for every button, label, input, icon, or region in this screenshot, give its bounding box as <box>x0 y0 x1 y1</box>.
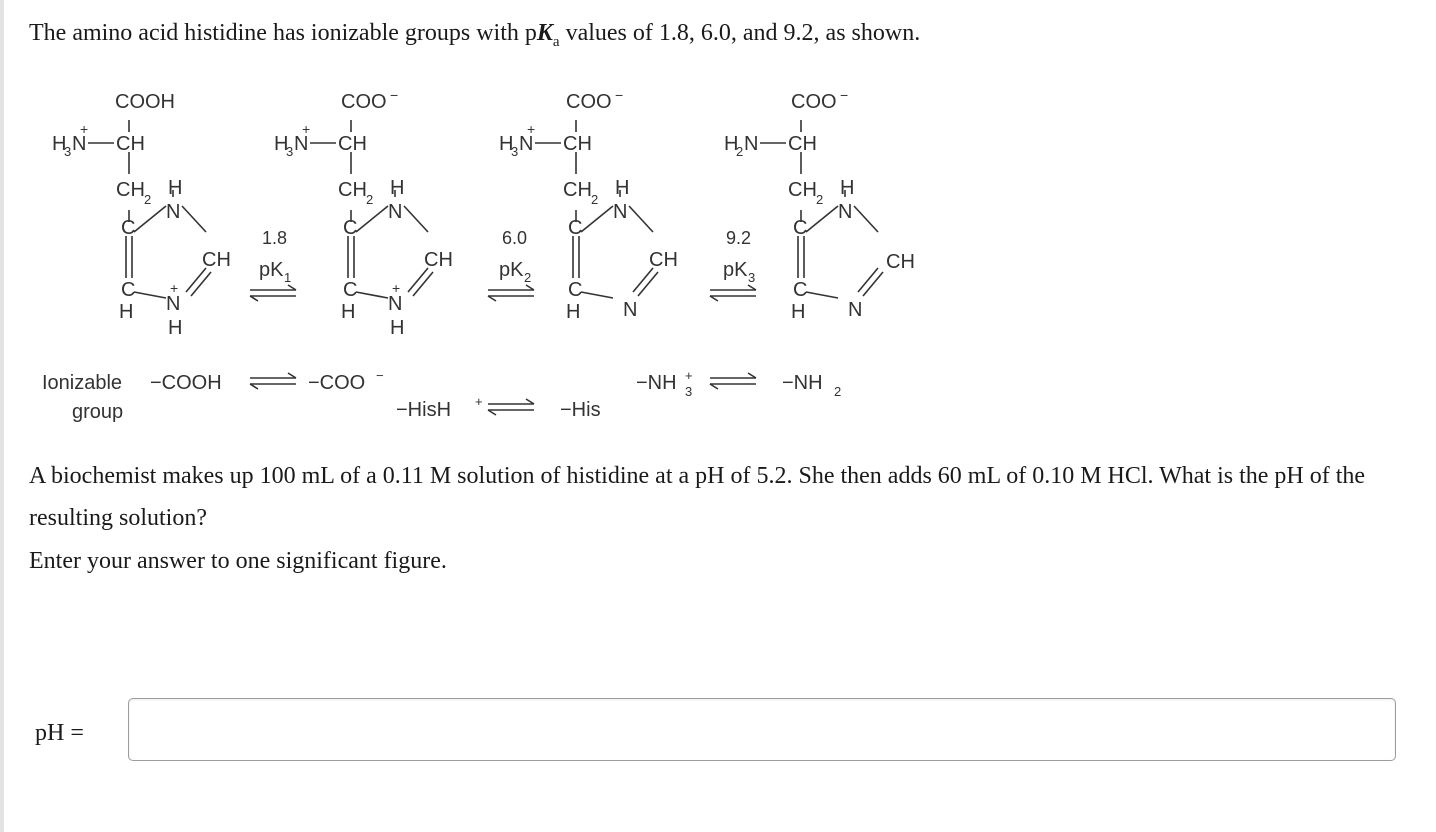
svg-text:−: − <box>840 87 849 103</box>
carboxylate-label: COO <box>341 91 387 113</box>
svg-text:N: N <box>744 133 759 155</box>
svg-text:COO: COO <box>791 91 837 113</box>
svg-text:2: 2 <box>366 192 374 207</box>
histidine-ionization-diagram <box>30 82 930 432</box>
svg-text:2: 2 <box>736 144 744 159</box>
svg-text:H: H <box>615 177 630 199</box>
svg-text:−NH: −NH <box>782 372 823 394</box>
svg-text:H: H <box>274 133 289 155</box>
svg-text:2: 2 <box>524 270 532 285</box>
svg-text:CH: CH <box>788 179 817 201</box>
svg-text:+: + <box>170 280 179 296</box>
svg-text:−COO: −COO <box>308 372 366 394</box>
svg-text:H: H <box>724 133 739 155</box>
svg-text:H: H <box>390 317 405 339</box>
svg-text:CH: CH <box>788 133 817 155</box>
svg-text:C: C <box>568 279 583 301</box>
svg-text:pK: pK <box>723 259 748 281</box>
svg-text:2: 2 <box>834 384 842 399</box>
svg-text:C: C <box>343 279 358 301</box>
svg-text:N: N <box>72 133 87 155</box>
svg-text:3: 3 <box>748 270 756 285</box>
svg-text:N: N <box>294 133 309 155</box>
svg-text:C: C <box>121 217 136 239</box>
svg-text:−COOH: −COOH <box>150 372 222 394</box>
svg-text:1: 1 <box>284 270 292 285</box>
svg-text:H: H <box>341 301 356 323</box>
svg-text:pK: pK <box>499 259 524 281</box>
svg-text:3: 3 <box>511 144 519 159</box>
svg-text:H: H <box>119 301 134 323</box>
svg-text:2: 2 <box>591 192 599 207</box>
svg-text:N: N <box>166 293 181 315</box>
svg-text:N: N <box>519 133 534 155</box>
svg-text:N: N <box>613 201 628 223</box>
svg-text:CH: CH <box>338 179 367 201</box>
carboxyl-label: COOH <box>115 91 175 113</box>
svg-text:CH: CH <box>886 251 915 273</box>
svg-text:+: + <box>392 280 401 296</box>
group-label: group <box>72 401 124 423</box>
svg-text:C: C <box>343 217 358 239</box>
equilibrium-pk1 <box>250 228 296 301</box>
svg-text:N: N <box>388 201 403 223</box>
histidine-form-1 <box>52 91 231 339</box>
svg-text:2: 2 <box>144 192 152 207</box>
question-text: A biochemist makes up 100 mL of a 0.11 M solution of histidine at a pH of 5.2. She then adds 60 mL of 0.10 M HCl. What is the pH of the resulting solution? <box>29 463 1366 531</box>
page-left-border <box>0 0 4 832</box>
histidine-ionization-figure <box>30 82 930 432</box>
equilibrium-arrow-2 <box>488 285 534 301</box>
svg-text:3: 3 <box>286 144 294 159</box>
svg-text:C: C <box>793 279 808 301</box>
svg-text:H: H <box>168 317 183 339</box>
svg-text:N: N <box>848 299 863 321</box>
svg-text:COO: COO <box>566 91 612 113</box>
svg-text:−: − <box>376 368 384 383</box>
histidine-form-3 <box>499 87 678 323</box>
svg-text:−: − <box>390 87 399 103</box>
svg-text:+: + <box>302 121 311 137</box>
svg-text:H: H <box>840 177 855 199</box>
svg-text:3: 3 <box>685 384 693 399</box>
svg-text:C: C <box>793 217 808 239</box>
svg-text:+: + <box>475 394 483 409</box>
instruction-text: Enter your answer to one significant figure. <box>29 548 447 574</box>
ph-answer-input[interactable] <box>128 698 1396 761</box>
pk1-value: 1.8 <box>262 228 288 248</box>
svg-text:CH: CH <box>116 179 145 201</box>
pk3-value: 9.2 <box>726 228 752 248</box>
svg-text:−: − <box>615 87 624 103</box>
svg-text:−HisH: −HisH <box>396 399 452 421</box>
svg-text:N: N <box>838 201 853 223</box>
histidine-form-2 <box>274 87 453 339</box>
svg-text:C: C <box>121 279 136 301</box>
ionizable-label: Ionizable <box>42 372 123 394</box>
svg-text:CH: CH <box>202 249 231 271</box>
pk2-value: 6.0 <box>502 228 528 248</box>
svg-text:C: C <box>568 217 583 239</box>
svg-text:N: N <box>623 299 638 321</box>
svg-text:+: + <box>80 121 89 137</box>
svg-text:pK: pK <box>259 259 284 281</box>
svg-text:H: H <box>791 301 806 323</box>
svg-text:CH: CH <box>424 249 453 271</box>
svg-text:CH: CH <box>338 133 367 155</box>
svg-text:CH: CH <box>563 133 592 155</box>
svg-text:H: H <box>499 133 514 155</box>
svg-text:H: H <box>168 177 183 199</box>
svg-text:−His: −His <box>560 399 601 421</box>
svg-text:H: H <box>390 177 405 199</box>
intro-text: The amino acid histidine has ionizable groups with $pK_a$ values of 1.8, 6.0, and 9.2, as shown. <box>29 20 921 50</box>
svg-text:N: N <box>388 293 403 315</box>
svg-text:2: 2 <box>816 192 824 207</box>
svg-text:+: + <box>685 368 693 383</box>
svg-text:CH: CH <box>563 179 592 201</box>
svg-text:CH: CH <box>116 133 145 155</box>
svg-text:+: + <box>527 121 536 137</box>
svg-text:−NH: −NH <box>636 372 677 394</box>
equilibrium-arrow-3 <box>710 285 756 301</box>
svg-text:CH: CH <box>649 249 678 271</box>
svg-text:3: 3 <box>64 144 72 159</box>
equilibrium-arrow-1 <box>250 285 296 301</box>
equilibrium-pk3 <box>710 228 756 301</box>
ph-answer-label: pH = <box>35 720 84 746</box>
svg-text:N: N <box>166 201 181 223</box>
svg-text:H: H <box>566 301 581 323</box>
ionizable-group-row <box>42 368 841 423</box>
pka-symbol: K <box>536 20 553 46</box>
equilibrium-pk2 <box>488 228 534 301</box>
svg-text:H: H <box>52 133 67 155</box>
